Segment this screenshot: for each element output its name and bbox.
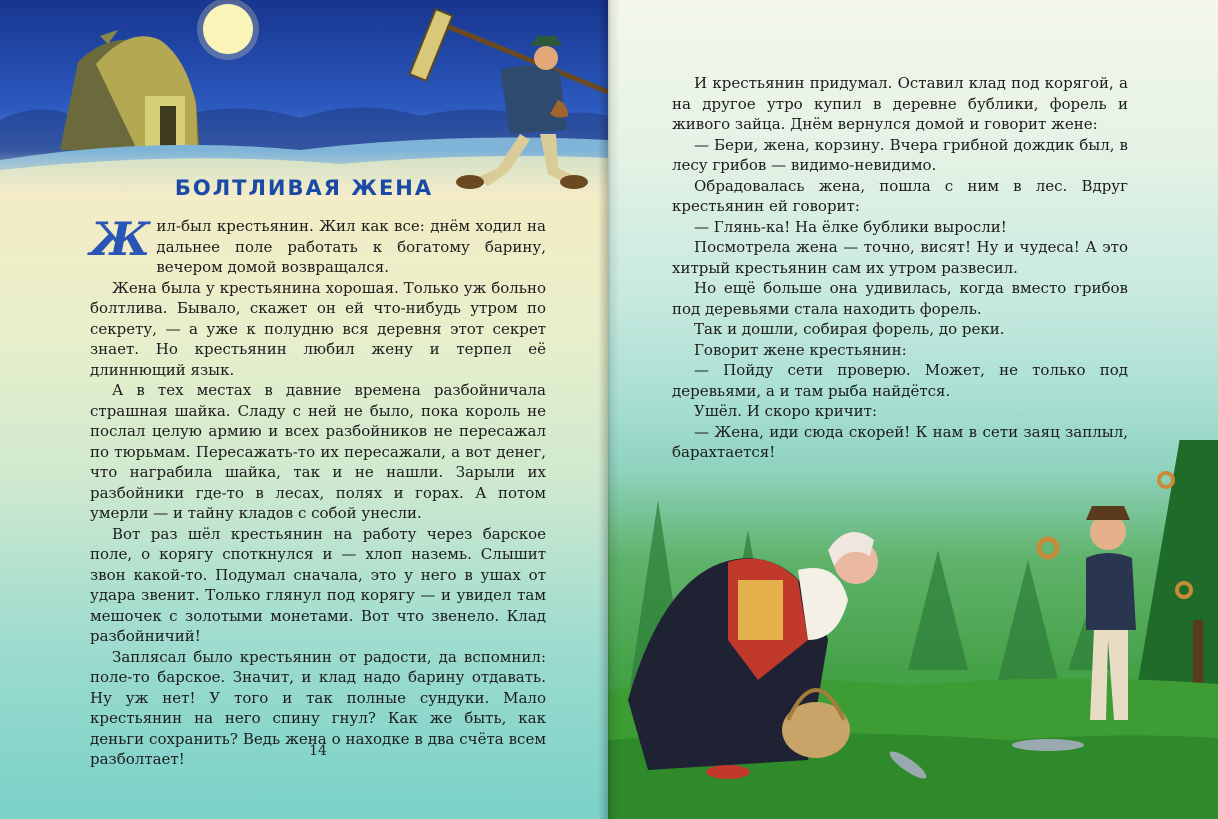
paragraph: И крестьянин придумал. Оставил клад под корягой, а на другое утро купил в деревне бублики, форель и живого зайца. Днём вернулся домой и говорит жене:	[672, 74, 1128, 133]
paragraph: Говорит жене крестьянин:	[694, 340, 907, 359]
left-page-text	[90, 212, 546, 770]
paragraph: — Глянь-ка! На ёлке бублики выросли!	[694, 217, 1007, 236]
right-page-text	[672, 73, 1128, 463]
night-field-illustration	[0, 0, 608, 200]
paragraph: Заплясал было крестьянин от радости, да вспомнил: поле-то барское. Значит, и клад надо барину отдавать. Ну уж нет! У того и так полные сундуки. Мало крестьянин на него спину гнул? Как же быть, как деньги сохранить? Ведь жена о находке в два счёта всем разболтает!	[90, 647, 546, 768]
paragraph: Обрадовалась жена, пошла с ним в лес. Вдруг крестьянин ей говорит:	[672, 176, 1128, 215]
paragraph: Посмотрела жена — точно, висят! Ну и чудеса! А это хитрый крестьянин сам их утром развесил.	[672, 238, 1128, 277]
paragraph: Но ещё больше она удивилась, когда вместо грибов под деревьями стала находить форель.	[672, 279, 1128, 318]
paragraph: — Бери, жена, корзину. Вчера грибной дождик был, в лесу грибов — видимо-невидимо.	[672, 135, 1128, 174]
paragraph	[90, 212, 546, 278]
paragraph: — Жена, иди сюда скорей! К нам в сети заяц заплыл, барахтается!	[672, 422, 1128, 461]
paragraph: Так и дошли, собирая форель, до реки.	[694, 320, 1005, 338]
drop-cap: Ж	[90, 212, 151, 266]
paragraph: Ушёл. И скоро кричит:	[694, 402, 878, 420]
paragraph: — Пойду сети проверю. Может, не только под деревьями, а и там рыба найдётся.	[672, 361, 1128, 400]
story-title: БОЛТЛИВАЯ ЖЕНА	[174, 176, 434, 200]
right-page	[608, 0, 1218, 819]
paragraph: А в тех местах в давние времена разбойничала страшная шайка. Сладу с ней не было, пока король не послал целую армию и всех разбойников не пересажал по тюрьмам. Пересажать-то их пересажали, а вот денег, что награбила шайка, так и не нашли. Зарыли их разбойники где-то в лесах, полях и горах. А потом умерли — и тайну кладов с собой унесли.	[90, 381, 546, 522]
forest-illustration	[608, 440, 1218, 819]
paragraph-text: ил-был крестьянин. Жил как все: днём ходил на дальнее поле работать к богатому барину, вечером домой возвращался.	[156, 217, 546, 276]
paragraph: Жена была у крестьянина хорошая. Только уж больно болтлива. Бывало, скажет он ей что-нибудь утром по секрету, — а уже к полудню вся деревня этот секрет знает. Но крестьянин любил жену и терпел её длиннющий язык.	[90, 278, 546, 379]
left-page	[0, 0, 608, 819]
page-number: 14	[309, 743, 327, 759]
paragraph: Вот раз шёл крестьянин на работу через барское поле, о корягу споткнулся и — хлоп наземь. Слышит звон какой-то. Подумал сначала, это у него в ушах от удара звенит. Только глянул под корягу — и увидел там мешочек с золотыми монетами. Вот что звенело. Клад разбойничий!	[90, 524, 546, 645]
